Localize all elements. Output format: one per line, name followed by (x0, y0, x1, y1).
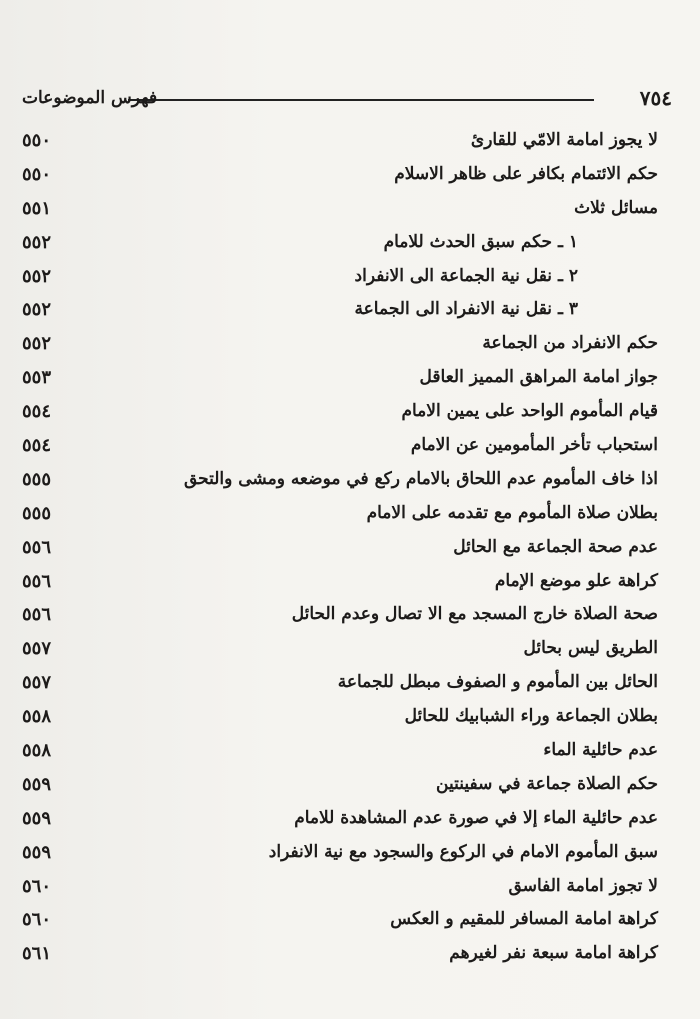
index-entry (22, 806, 658, 840)
index-entry (22, 874, 658, 908)
entry-page-number: ٥٥٥ (22, 502, 52, 524)
entry-title: مسائل ثلاث (574, 197, 658, 218)
entry-page-number: ٥٥٤ (22, 435, 52, 457)
entry-title: جواز امامة المراهق المميز العاقل (419, 367, 658, 388)
index-entry (22, 128, 658, 162)
entry-page-number: ٥٥٩ (22, 773, 52, 795)
entry-title: كراهة امامة المسافر للمقيم و العكس (390, 909, 658, 930)
index-entry (22, 670, 658, 704)
entry-title: الحائل بين المأموم و الصفوف مبطل للجماعة (337, 672, 658, 693)
header-rule (128, 99, 594, 101)
index-entries (22, 128, 658, 975)
page-header (22, 86, 672, 116)
entry-title: الطريق ليس بحائل (523, 638, 658, 659)
entry-title: قيام المأموم الواحد على يمين الامام (401, 401, 658, 422)
entry-title: حكم الائتمام بكافر على ظاهر الاسلام (394, 163, 658, 184)
entry-title: اذا خاف المأموم عدم اللحاق بالامام ركع في موضعه ومشى والتحق (183, 468, 658, 489)
index-entry (22, 907, 658, 941)
entry-page-number: ٥٥٦ (22, 604, 52, 626)
entry-page-number: ٥٥٩ (22, 841, 52, 863)
index-entry (22, 840, 658, 874)
entry-title: بطلان الجماعة وراء الشبابيك للحائل (404, 706, 658, 727)
index-entry (22, 602, 658, 636)
index-entry (22, 772, 658, 806)
index-entry (22, 569, 658, 603)
entry-title: حكم الانفراد من الجماعة (482, 333, 658, 354)
entry-title: عدم صحة الجماعة مع الحائل (453, 536, 658, 557)
index-entry (22, 433, 658, 467)
entry-title: استحباب تأخر المأمومين عن الامام (410, 435, 658, 456)
entry-page-number: ٥٥٧ (22, 638, 52, 660)
entry-page-number: ٥٦٠ (22, 909, 52, 931)
index-entry (22, 399, 658, 433)
index-entry (22, 941, 658, 975)
index-entry (22, 365, 658, 399)
entry-title: عدم حائلية الماء إلا في صورة عدم المشاهدة للامام (294, 807, 658, 828)
entry-page-number: ٥٥٧ (22, 672, 52, 694)
index-entry (22, 230, 658, 264)
index-entry (22, 331, 658, 365)
index-entry (22, 467, 658, 501)
entry-title: كراهة علو موضع الإمام (494, 570, 658, 591)
entry-page-number: ٥٥٢ (22, 299, 52, 321)
entry-page-number: ٥٥٢ (22, 265, 52, 287)
entry-title: ٢ ـ نقل نية الجماعة الى الانفراد (354, 265, 578, 286)
section-title: فهرس الموضوعات (22, 88, 158, 108)
index-entry (22, 535, 658, 569)
entry-title: عدم حائلية الماء (543, 740, 658, 761)
entry-page-number: ٥٥٢ (22, 333, 52, 355)
entry-title: لا يجوز امامة الامّي للقارئ (470, 130, 658, 150)
index-entry (22, 501, 658, 535)
entry-title: ٣ ـ نقل نية الانفراد الى الجماعة (354, 299, 578, 320)
entry-page-number: ٥٥٣ (22, 367, 52, 389)
entry-page-number: ٥٥٢ (22, 231, 52, 253)
entry-page-number: ٥٥٦ (22, 536, 52, 558)
entry-page-number: ٥٦٠ (22, 875, 52, 897)
entry-page-number: ٥٥٦ (22, 570, 52, 592)
index-entry (22, 264, 658, 298)
index-entry (22, 738, 658, 772)
index-entry (22, 162, 658, 196)
index-entry (22, 636, 658, 670)
entry-page-number: ٥٥٨ (22, 706, 52, 728)
entry-title: لا تجوز امامة الفاسق (508, 875, 658, 896)
entry-page-number: ٥٥٤ (22, 401, 52, 423)
page-number: ٧٥٤ (639, 86, 672, 110)
entry-page-number: ٥٥٠ (22, 130, 52, 151)
index-entry (22, 297, 658, 331)
entry-page-number: ٥٥٩ (22, 807, 52, 829)
entry-page-number: ٥٥٠ (22, 163, 52, 185)
entry-title: سبق المأموم الامام في الركوع والسجود مع نية الانفراد (268, 841, 658, 862)
entry-page-number: ٥٥١ (22, 197, 52, 219)
index-entry (22, 704, 658, 738)
entry-title: صحة الصلاة خارج المسجد مع الا تصال وعدم الحائل (291, 604, 658, 625)
index-entry (22, 196, 658, 230)
entry-page-number: ٥٥٥ (22, 468, 52, 490)
entry-title: كراهة امامة سبعة نفر لغيرهم (449, 943, 658, 964)
entry-title: حكم الصلاة جماعة في سفينتين (436, 773, 658, 794)
entry-title: ١ ـ حكم سبق الحدث للامام (383, 231, 578, 252)
entry-title: بطلان صلاة المأموم مع تقدمه على الامام (366, 502, 658, 523)
entry-page-number: ٥٦١ (22, 943, 52, 965)
entry-page-number: ٥٥٨ (22, 740, 52, 762)
